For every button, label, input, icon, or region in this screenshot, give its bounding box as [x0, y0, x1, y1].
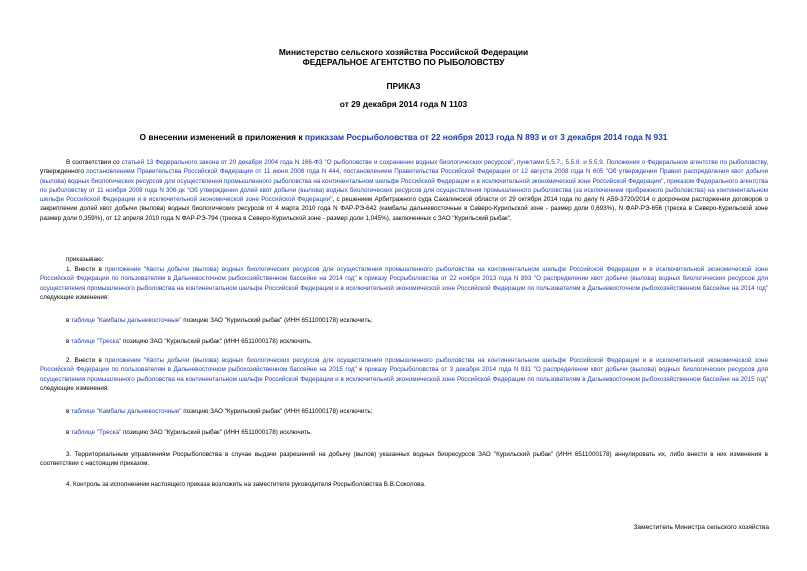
item-1-text-1: 1. Внести в — [66, 266, 106, 273]
item-1a-table-link[interactable]: таблице "Камбалы дальневосточные" — [71, 317, 182, 324]
order-word-text: приказываю: — [66, 256, 104, 263]
item-1-order-893-link[interactable]: приказу Росрыболовства от 22 ноября 2013 года N 893 "О распределении квот добычи (вылова) водных биологических ресурсов для осуществления промышленного рыболовства на континентальном шельфе Российской Федерации и в исключительной экономической зоне Российской Федерации по пользователям в Дальневосточном рыбохозяйственном бассейне на 2014 год" — [40, 275, 769, 292]
item-1b-paragraph — [40, 337, 768, 346]
preamble-text-1: В соответствии со — [66, 159, 122, 166]
preamble-text-6: , с решением Арбитражного суда Сахалинской области от 29 октября 2014 года по делу N А59-3720/2014 о досрочном расторжении договоров о закреплении долей квот добычи (вылова) водных биологических ресурсов от 4 марта 2010 года N ФАР-РЭ-642 (камбалы дальневосточные в Северо-Курильской зоне - размер доли 0,693%), N ФАР-РЭ-656 (треска в Северо-Курильской зоне размер доли 0,359%), от 12 апреля 2010 года N ФАР-РЭ-794 (треска в Северо-Курильской зоне - размер доли 1,045%), заключенных с ЗАО "Курильский рыбак", — [40, 196, 768, 222]
preamble-paragraph — [40, 158, 768, 223]
item-2b-text-1: в — [66, 429, 72, 436]
item-3-paragraph — [40, 450, 768, 469]
item-1-text-3: следующие изменения: — [40, 293, 110, 301]
item-1a-paragraph — [40, 316, 768, 325]
document-date-number: от 29 декабря 2014 года N 1103 — [339, 99, 468, 109]
preamble-text-4: , — [339, 168, 344, 176]
item-1b-table-link[interactable]: таблице "Треска" — [71, 338, 122, 345]
item-1-text-2: к — [356, 275, 365, 283]
resolution-444-link[interactable]: постановлением Правительства Российской Федерации от 11 июня 2008 года N 444 — [86, 168, 340, 176]
item-2-paragraph — [40, 356, 768, 393]
item-3-text: 3. Территориальным управлениям Росрыболовства в случае выдачи разрешений на добычу (вылов) указанных водных биоресурсов ЗАО "Курильский рыбак" (ИНН 6511000178) аннулировать их, либо внести в них изменения в соответствии с настоящим приказом. — [40, 451, 768, 468]
preamble-text-5: , — [663, 177, 667, 185]
item-2-text-3: следующие изменения: — [40, 384, 110, 392]
item-1-paragraph — [40, 265, 768, 302]
regulation-points-link[interactable]: пунктами 5.5.7., 5.5.8. и 5.5.9. Положения о Федеральном агентстве по рыболовству — [516, 159, 767, 166]
item-2-text-1: 2. Внести в — [66, 357, 106, 364]
item-2-appendix-link[interactable]: приложение "Квоты добычи (вылова) водных биологических ресурсов для осуществления промышленного рыболовства на континентальном шельфе Российской Федерации и в исключительной экономической зоне Российской Федерации по пользователям в Дальневосточном рыбохозяйственном бассейне на 2015 год" — [40, 357, 768, 374]
item-1b-text-2: позицию ЗАО "Курильский рыбак" (ИНН 6511000178) исключить. — [121, 338, 313, 345]
item-2a-text-1: в — [66, 408, 72, 415]
item-2b-text-2: позицию ЗАО "Курильский рыбак" (ИНН 6511000178) исключить. — [121, 429, 313, 436]
agency-name: ФЕДЕРАЛЬНОЕ АГЕНТСТВО ПО РЫБОЛОВСТВУ — [302, 57, 505, 67]
item-1-appendix-link[interactable]: приложение "Квоты добычи (вылова) водных биологических ресурсов для осуществления промышленного рыболовства на континентальном шельфе Российской Федерации и в исключительной экономической зоне Российской Федерации по пользователям в Дальневосточном рыбохозяйственном бассейне на 2014 год" — [40, 266, 768, 283]
item-2a-paragraph — [40, 407, 768, 416]
item-2-text-2: к — [356, 366, 365, 374]
resolution-605-link[interactable]: постановлением Правительства Российской Федерации от 12 августа 2008 года N 605 "Об утверждении Правил распределения квот добычи (вылова) водных биологических ресурсов для осуществления промышленного рыболовства на континентальном шельфе Российской Федерации и в исключительной экономической зоне Российской Федерации" — [40, 168, 768, 185]
item-1a-text-2: позицию ЗАО "Курильский рыбак" (ИНН 6511000178) исключить; — [181, 317, 373, 324]
preamble-text-3: , утвержденного — [40, 159, 768, 176]
item-2a-text-2: позицию ЗАО "Курильский рыбак" (ИНН 6511000178) исключить; — [181, 408, 373, 415]
order-word — [40, 255, 768, 264]
preamble-text-2: , — [513, 159, 517, 166]
signature-title: Заместитель Министра сельского хозяйства — [633, 524, 769, 531]
item-4-text: 4. Контроль за исполнением настоящего приказа возложить на заместителя руководителя Росрыболовства В.В.Соколова. — [66, 481, 426, 488]
item-2b-paragraph — [40, 428, 768, 437]
order-306-link[interactable]: приказом Федерального агентства по рыболовству от 11 ноября 2008 года N 306-дк "Об утверждении долей квот добычи (вылова) водных биологических ресурсов для осуществления промышленного рыболовства (за исключением прибрежного рыболовства) на континентальном шельфе Российской Федерации и в исключительной экономической зоне Российской Федерации" — [40, 177, 768, 204]
title-text: О внесении изменений в приложения к — [139, 132, 305, 142]
item-4-paragraph — [40, 480, 768, 489]
title-orders-link[interactable]: приказам Росрыболовства от 22 ноября 2013 года N 893 и от 3 декабря 2014 года N 931 — [304, 132, 668, 142]
item-1a-text-1: в — [66, 317, 72, 324]
item-2-order-931-link[interactable]: приказу Росрыболовства от 3 декабря 2014 года N 931 "О распределении квот добычи (вылова) водных биологических ресурсов для осуществления промышленного рыболовства на континентальном шельфе Российской Федерации и в исключительной экономической зоне Российской Федерации по пользователям в Дальневосточном рыбохозяйственном бассейне на 2015 год" — [40, 366, 768, 383]
item-2b-table-link[interactable]: таблице "Треска" — [71, 429, 122, 436]
item-1b-text-1: в — [66, 338, 72, 345]
document-type: ПРИКАЗ — [386, 81, 421, 91]
ministry-name: Министерство сельского хозяйства Российской Федерации — [278, 47, 529, 57]
document-title — [0, 132, 807, 143]
item-2a-table-link[interactable]: таблице "Камбалы дальневосточные" — [71, 408, 182, 415]
law-article-13-link[interactable]: статьей 13 Федерального закона от 20 декабря 2004 года N 166-ФЗ "О рыболовстве и сохранении водных биологических ресурсов" — [121, 159, 514, 166]
